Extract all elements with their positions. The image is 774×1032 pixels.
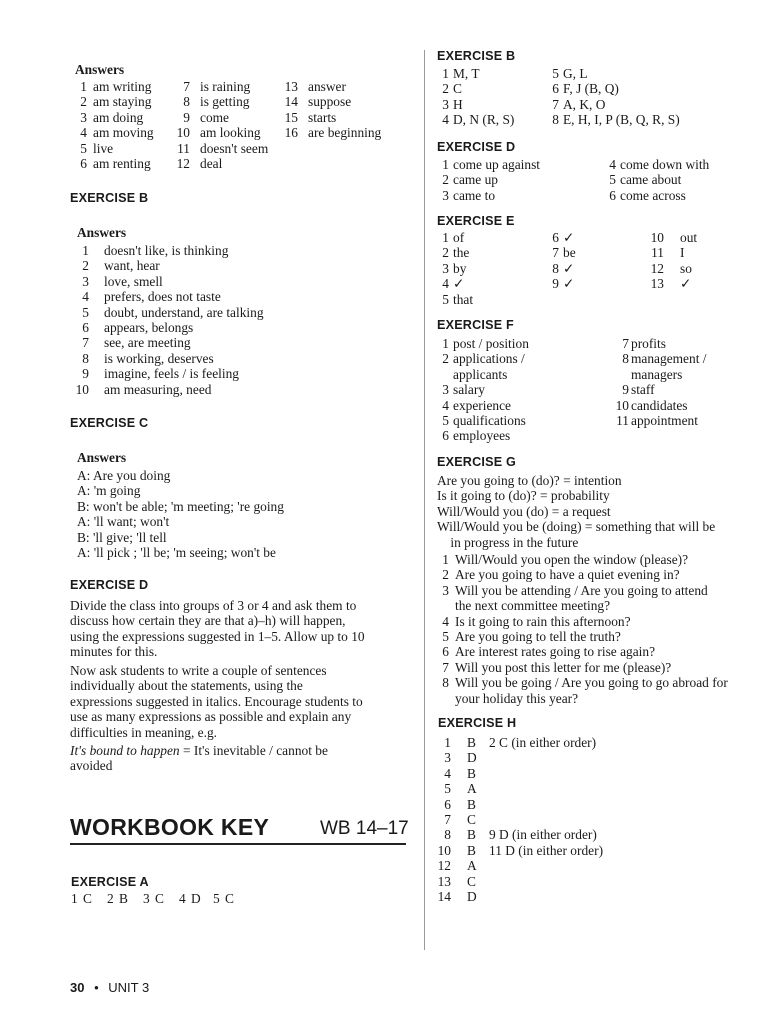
ex-d-paragraph-1 — [70, 598, 410, 660]
ex-d-para2-text: difficulties in meaning, e.g. — [70, 724, 218, 740]
r-ex-h-answer-row — [437, 827, 737, 842]
r-ex-h-answer-row — [437, 797, 737, 812]
r-ex-h-answer-number: 8 — [444, 827, 451, 843]
r-ex-h-answer-text: B — [467, 842, 476, 858]
ex-a-answer-number: 5 — [80, 140, 87, 156]
r-ex-h-answer-text: B — [467, 765, 476, 781]
r-ex-d-answer-text: came to — [453, 187, 496, 203]
ex-c-answer-line — [77, 530, 407, 545]
r-ex-f-answer-text: applications / — [453, 351, 525, 367]
r-ex-h-answer-extra: 11 D (in either order) — [489, 842, 604, 858]
ex-d-para2-text: expressions suggested in italics. Encourage students to — [70, 693, 363, 709]
r-ex-h-answer-row — [437, 874, 737, 889]
ex-a-answer-number: 4 — [80, 125, 87, 141]
ex-b-answer-text: doubt, understand, are talking — [104, 304, 264, 320]
workbook-key-title: WORKBOOK KEY — [70, 814, 270, 840]
ex-c-answer-text: A: Are you doing — [77, 468, 171, 483]
wb-ex-a-answer: 5 C — [213, 891, 235, 906]
footer-unit: UNIT 3 — [108, 980, 150, 995]
ex-c-answer-line — [77, 483, 407, 498]
r-ex-f-answer-number: 11 — [616, 412, 629, 428]
ex-b-answer-row — [75, 258, 405, 273]
ex-c-answer-text: B: won't be able; 'm meeting; 're going — [77, 498, 284, 514]
r-ex-h-answer-extra: 9 D (in either order) — [489, 827, 597, 843]
ex-c-answer-line — [77, 545, 407, 560]
ex-b-answer-number: 7 — [82, 335, 89, 351]
r-ex-h-answer-text: B — [467, 735, 476, 750]
ex-a-answer-text: are beginning — [308, 125, 382, 141]
r-ex-e-answer-number: 3 — [442, 260, 449, 276]
r-ex-h-answer-extra: 2 C (in either order) — [489, 735, 597, 750]
r-ex-b-answer-text: A, K, O — [563, 96, 606, 112]
ex-c-answer-line — [77, 514, 407, 529]
r-ex-g-item-row — [435, 644, 765, 659]
ex-c-answers-label: Answers — [77, 450, 127, 465]
r-ex-f-answer-text: managers — [631, 366, 683, 382]
r-ex-g-item-row — [435, 583, 765, 598]
r-ex-e-answer-text: of — [453, 230, 465, 245]
ex-d-example-rest: = It's inevitable / cannot be — [179, 743, 328, 758]
ex-b-answer-row — [75, 274, 405, 289]
r-ex-g-item-number: 5 — [442, 628, 449, 644]
ex-a-answer-text: come — [200, 109, 229, 125]
ex-a-answer-number: 12 — [176, 155, 190, 171]
r-ex-g-item-row — [435, 660, 765, 675]
r-ex-f-answer-text: management / — [631, 351, 707, 367]
r-ex-g-intro-text: Are you going to (do)? = intention — [437, 473, 622, 488]
ex-d-para2-text: use as many expressions as possible and explain any — [70, 709, 352, 725]
r-ex-d-answer-text: came about — [620, 172, 682, 188]
ex-a-answer-number: 6 — [80, 155, 87, 171]
r-ex-h-answer-text: C — [467, 873, 476, 889]
r-ex-g-intro-text: Will/Would you (do) = a request — [437, 503, 611, 519]
r-ex-d-answer-number: 1 — [442, 157, 449, 172]
r-ex-g-intro-text: Will/Would you be (doing) = something that will be — [437, 519, 716, 535]
r-ex-g-item-text: your holiday this year? — [455, 690, 579, 706]
r-ex-g-item-text: Is it going to rain this afternoon? — [455, 613, 631, 629]
ex-d-para2-text: Now ask students to write a couple of sentences — [70, 663, 327, 678]
r-ex-g-intro-line — [437, 473, 767, 488]
r-ex-e-answer-text: that — [453, 291, 474, 307]
wb-ex-a-answer: 4 D — [179, 891, 202, 906]
r-ex-g-item-number: 8 — [442, 675, 449, 691]
r-ex-e-answer-text: ✓ — [563, 230, 575, 245]
r-ex-g-intro-line — [437, 535, 767, 550]
ex-b-answer-row — [75, 351, 405, 366]
wb-ex-a-answer: 2 B — [107, 891, 129, 906]
r-ex-f-answer-text: candidates — [631, 397, 688, 413]
ex-a-answer-number: 1 — [80, 79, 87, 94]
r-ex-h-answer-row — [437, 735, 737, 750]
ex-a-answer-number: 8 — [183, 94, 190, 110]
r-ex-f-answer-number: 9 — [622, 382, 629, 398]
ex-c-heading: EXERCISE C — [70, 416, 149, 430]
ex-d-example-italic: It's bound to happen — [70, 743, 180, 758]
r-ex-d-heading: EXERCISE D — [437, 140, 516, 154]
r-ex-d-answer-text: come across — [620, 187, 686, 203]
r-ex-e-answer-text: out — [680, 230, 698, 245]
r-ex-g-item-number: 3 — [442, 582, 449, 598]
ex-b-answer-number: 9 — [82, 366, 89, 382]
r-ex-b-answer-text: C — [453, 81, 462, 97]
r-ex-d-answer-number: 5 — [609, 172, 616, 188]
page-number: 30 — [70, 980, 85, 995]
ex-a-answer-text: am moving — [93, 125, 154, 141]
r-ex-f-answer-text: experience — [453, 397, 511, 413]
r-ex-h-answer-text: D — [467, 750, 477, 766]
ex-d-example-line2: avoided — [70, 758, 113, 774]
ex-c-answer-text: A: 'm going — [77, 483, 141, 499]
r-ex-g-item-number: 2 — [442, 567, 449, 583]
r-ex-f-heading: EXERCISE F — [437, 318, 514, 332]
r-ex-h-answer-number: 3 — [444, 750, 451, 766]
ex-d-para1-line — [70, 598, 410, 613]
ex-d-para1-line — [70, 644, 410, 659]
r-ex-f-answer-number: 2 — [442, 351, 449, 367]
ex-a-answer-number: 11 — [177, 140, 190, 156]
r-ex-e-answer-text: ✓ — [680, 276, 692, 292]
r-ex-h-answer-number: 1 — [444, 735, 451, 750]
ex-b-answer-number: 3 — [82, 273, 89, 289]
ex-b-answer-text: is working, deserves — [104, 350, 214, 366]
r-ex-b-answer-text: H — [453, 96, 463, 112]
r-ex-e-answer-number: 5 — [442, 291, 449, 307]
ex-b-answer-number: 8 — [82, 350, 89, 366]
ex-d-para2-line — [70, 694, 410, 709]
ex-a-answer-text: am renting — [93, 155, 151, 171]
column-divider — [424, 50, 425, 950]
ex-b-answer-row — [75, 335, 405, 350]
ex-b-answer-row — [75, 382, 405, 397]
r-ex-h-answer-number: 14 — [437, 888, 451, 904]
r-ex-b-answer-number: 6 — [552, 81, 559, 97]
ex-b-answer-number: 1 — [82, 243, 89, 258]
ex-b-answer-text: appears, belongs — [104, 319, 194, 335]
ex-a-answer-number: 15 — [284, 109, 298, 125]
r-ex-g-item-number: 1 — [442, 552, 449, 567]
ex-b-answer-row — [75, 289, 405, 304]
ex-a-answer-text: doesn't seem — [200, 140, 269, 156]
r-ex-f-answer-number: 6 — [442, 428, 449, 444]
ex-d-para1-text: using the expressions suggested in 1–5. Allow up to 10 — [70, 628, 365, 644]
r-ex-h-answer-text: B — [467, 827, 476, 843]
ex-a-answer-number: 2 — [80, 94, 87, 110]
ex-a-answer-text: deal — [200, 155, 223, 171]
ex-b-answer-number: 2 — [82, 258, 89, 274]
r-ex-h-answer-number: 4 — [444, 765, 451, 781]
r-ex-e-answer-number: 12 — [650, 260, 664, 276]
r-ex-b-answer-number: 3 — [442, 96, 449, 112]
r-ex-b-answer-number: 5 — [552, 66, 559, 81]
r-ex-b-answer-text: F, J (B, Q) — [563, 81, 619, 97]
r-ex-e-answer-text: ✓ — [563, 276, 575, 292]
r-ex-d-answer-number: 4 — [609, 157, 616, 172]
r-ex-g-item-row — [435, 614, 765, 629]
r-ex-g-item-text: Are interest rates going to rise again? — [455, 644, 656, 660]
r-ex-e-answer-number: 6 — [552, 230, 559, 245]
r-ex-f-answer-text: staff — [631, 382, 655, 398]
r-ex-d-answer-text: come down with — [620, 157, 710, 172]
ex-a-answer-text: answer — [308, 79, 346, 94]
ex-a-answer-text: am doing — [93, 109, 144, 125]
ex-b-answer-row — [75, 243, 405, 258]
r-ex-g-items — [435, 552, 765, 706]
r-ex-b-answer-text: M, T — [453, 66, 480, 81]
ex-d-para1-text: minutes for this. — [70, 644, 158, 660]
r-ex-f-answer-number: 5 — [442, 412, 449, 428]
r-ex-e-answer-text: by — [453, 260, 467, 276]
ex-b-answer-number: 5 — [82, 304, 89, 320]
ex-c-answer-text: A: 'll pick ; 'll be; 'm seeing; won't be — [77, 544, 276, 560]
ex-c-answer-line — [77, 468, 407, 483]
ex-d-para2-line — [70, 725, 410, 740]
ex-b-answer-text: prefers, does not taste — [104, 289, 221, 305]
wb-ex-a-heading: EXERCISE A — [71, 875, 149, 889]
r-ex-e-answer-text: I — [680, 245, 685, 261]
r-ex-g-item-text: Will you be going / Are you going to go abroad for — [455, 675, 728, 691]
r-ex-g-item-row — [435, 567, 765, 582]
footer-bullet: • — [94, 980, 99, 995]
r-ex-h-answer-text: B — [467, 796, 476, 812]
r-ex-e-answer-text: ✓ — [453, 276, 465, 292]
r-ex-h-answer-row — [437, 858, 737, 873]
r-ex-f-answer-text: qualifications — [453, 412, 526, 428]
ex-d-para1-text: Divide the class into groups of 3 or 4 and ask them to — [70, 598, 357, 613]
ex-c-answer-text: A: 'll want; won't — [77, 514, 170, 530]
ex-d-para2-line — [70, 678, 410, 693]
r-ex-h-answer-number: 7 — [444, 811, 451, 827]
ex-d-para2-line — [70, 663, 410, 678]
ex-b-answer-list — [75, 243, 405, 397]
r-ex-g-item-text: Will you be attending / Are you going to attend — [455, 582, 708, 598]
ex-d-para1-text: discuss how certain they are that a)–h) will happen, — [70, 613, 346, 629]
r-ex-g-item-text: Will you post this letter for me (please)? — [455, 659, 672, 675]
r-ex-g-item-row — [435, 691, 765, 706]
r-ex-h-answer-row — [437, 843, 737, 858]
r-ex-g-intro-line — [437, 504, 767, 519]
r-ex-e-answer-text: ✓ — [563, 260, 575, 276]
ex-a-answer-text: am staying — [93, 94, 152, 110]
ex-b-answer-text: love, smell — [104, 273, 163, 289]
ex-a-answer-text: am looking — [200, 125, 261, 141]
r-ex-e-answer-number: 9 — [552, 276, 559, 292]
r-ex-f-answer-text: profits — [631, 336, 666, 351]
r-ex-h-answer-number: 5 — [444, 781, 451, 797]
r-ex-b-answer-number: 4 — [442, 112, 449, 128]
r-ex-h-answer-row — [437, 766, 737, 781]
r-ex-h-answer-number: 10 — [437, 842, 451, 858]
ex-d-example — [70, 743, 410, 774]
r-ex-g-intro-text: Is it going to (do)? = probability — [437, 488, 610, 504]
r-ex-b-answer-number: 8 — [552, 112, 559, 128]
workbook-rule — [70, 843, 406, 845]
r-ex-f-answer-number: 7 — [622, 336, 629, 351]
r-ex-e-answer-number: 4 — [442, 276, 449, 292]
r-ex-d-answer-number: 3 — [442, 187, 449, 203]
r-ex-b-answer-text: D, N (R, S) — [453, 112, 515, 128]
r-ex-e-answer-number: 13 — [650, 276, 664, 292]
ex-a-answer-number: 3 — [80, 109, 87, 125]
r-ex-h-answer-number: 6 — [444, 796, 451, 812]
r-ex-g-item-row — [435, 552, 765, 567]
r-ex-g-item-row — [435, 675, 765, 690]
r-ex-g-heading: EXERCISE G — [437, 455, 516, 469]
r-ex-h-answer-text: C — [467, 811, 476, 827]
r-ex-h-heading: EXERCISE H — [438, 716, 517, 730]
r-ex-g-item-text: the next committee meeting? — [455, 598, 611, 614]
r-ex-g-item-number: 4 — [442, 613, 449, 629]
r-ex-h-answer-row — [437, 889, 737, 904]
ex-b-answer-text: am measuring, need — [104, 381, 212, 397]
r-ex-e-answer-number: 7 — [552, 245, 559, 261]
r-ex-e-answer-number: 8 — [552, 260, 559, 276]
ex-d-para1-line — [70, 629, 410, 644]
r-ex-h-answer-number: 13 — [437, 873, 451, 889]
r-ex-e-answer-text: be — [563, 245, 576, 261]
r-ex-g-intro-line — [437, 519, 767, 534]
ex-a-answers-label: Answers — [75, 62, 125, 77]
ex-b-answer-number: 4 — [82, 289, 89, 305]
r-ex-h-answer-row — [437, 781, 737, 796]
r-ex-e-answer-number: 11 — [651, 245, 664, 261]
ex-a-answer-number: 7 — [183, 79, 190, 94]
ex-a-answer-text: is getting — [200, 94, 250, 110]
wb-ex-a-answer: 3 C — [143, 891, 165, 906]
ex-a-answer-number: 10 — [176, 125, 190, 141]
ex-d-para1-line — [70, 613, 410, 628]
ex-a-answer-text: is raining — [200, 79, 251, 94]
r-ex-f-answer-text: salary — [453, 382, 485, 398]
r-ex-f-answer-text: appointment — [631, 412, 698, 428]
r-ex-f-answer-text: post / position — [453, 336, 529, 351]
ex-b-answer-row — [75, 320, 405, 335]
r-ex-g-item-row — [435, 598, 765, 613]
ex-a-answer-number: 13 — [284, 79, 298, 94]
ex-b-answer-text: imagine, feels / is feeling — [104, 366, 239, 382]
r-ex-e-answer-number: 2 — [442, 245, 449, 261]
ex-a-answer-text: am writing — [93, 79, 152, 94]
r-ex-b-answer-text: G, L — [563, 66, 588, 81]
ex-a-answer-number: 16 — [284, 125, 298, 141]
r-ex-g-item-number: 6 — [442, 644, 449, 660]
r-ex-h-answer-text: A — [467, 781, 477, 797]
ex-b-answer-text: want, hear — [104, 258, 160, 274]
ex-d-para2-line — [70, 709, 410, 724]
r-ex-g-item-text: Are you going to have a quiet evening in? — [455, 567, 680, 583]
ex-b-answer-text: see, are meeting — [104, 335, 191, 351]
r-ex-f-answer-text: employees — [453, 428, 511, 444]
r-ex-f-answer-number: 3 — [442, 382, 449, 398]
r-ex-d-answer-text: came up — [453, 172, 498, 188]
ex-b-answers-label: Answers — [77, 225, 127, 240]
r-ex-h-answer-row — [437, 812, 737, 827]
r-ex-d-answer-text: come up against — [453, 157, 541, 172]
wb-ex-a-answer: 1 C — [71, 891, 93, 906]
r-ex-g-item-row — [435, 629, 765, 644]
ex-d-paragraph-2 — [70, 663, 410, 740]
ex-c-answer-line — [77, 499, 407, 514]
r-ex-d-answer-number: 2 — [442, 172, 449, 188]
page-footer — [70, 980, 149, 995]
r-ex-g-intro-line — [437, 488, 767, 503]
r-ex-g-item-text: Will/Would you open the window (please)? — [455, 552, 689, 567]
r-ex-b-answer-number: 2 — [442, 81, 449, 97]
r-ex-b-answer-text: E, H, I, P (B, Q, R, S) — [563, 112, 680, 128]
ex-a-answer-text: suppose — [308, 94, 352, 110]
ex-d-heading: EXERCISE D — [70, 578, 149, 592]
r-ex-f-answer-number: 10 — [615, 397, 629, 413]
r-ex-b-answer-number: 1 — [442, 66, 449, 81]
wb-ex-a-answers — [71, 891, 331, 907]
r-ex-f-answer-number: 8 — [622, 351, 629, 367]
r-ex-g-intro — [437, 473, 767, 550]
r-ex-f-answer-number: 1 — [442, 336, 449, 351]
ex-b-answer-row — [75, 366, 405, 381]
r-ex-g-intro-text: in progress in the future — [437, 534, 579, 550]
r-ex-g-item-text: Are you going to tell the truth? — [455, 628, 621, 644]
ex-d-para2-text: individually about the statements, using the — [70, 678, 303, 694]
r-ex-e-answer-text: so — [680, 260, 692, 276]
r-ex-b-heading: EXERCISE B — [437, 49, 516, 63]
ex-b-answer-number: 6 — [82, 319, 89, 335]
r-ex-h-answer-text: A — [467, 858, 477, 874]
r-ex-d-answer-number: 6 — [609, 187, 616, 203]
ex-a-answer-number: 14 — [284, 94, 298, 110]
ex-c-answer-text: B: 'll give; 'll tell — [77, 529, 167, 545]
r-ex-h-answers — [437, 735, 737, 904]
r-ex-e-answer-number: 1 — [442, 230, 449, 245]
r-ex-h-answer-text: D — [467, 888, 477, 904]
r-ex-h-answer-number: 12 — [437, 858, 451, 874]
ex-b-answer-text: doesn't like, is thinking — [104, 243, 229, 258]
ex-b-answer-number: 10 — [75, 381, 89, 397]
r-ex-e-heading: EXERCISE E — [437, 214, 515, 228]
workbook-ref: WB 14–17 — [320, 818, 409, 839]
r-ex-b-answer-number: 7 — [552, 96, 559, 112]
ex-b-heading: EXERCISE B — [70, 191, 149, 205]
r-ex-e-answer-number: 10 — [650, 230, 664, 245]
ex-a-answer-text: live — [93, 140, 114, 156]
ex-c-dialogue-answers — [77, 468, 407, 560]
r-ex-g-item-number: 7 — [442, 659, 449, 675]
r-ex-e-answer-text: the — [453, 245, 470, 261]
ex-b-answer-row — [75, 305, 405, 320]
r-ex-f-answer-number: 4 — [442, 397, 449, 413]
ex-a-answer-number: 9 — [183, 109, 190, 125]
r-ex-f-answer-text: applicants — [453, 366, 508, 382]
ex-a-answer-text: starts — [308, 109, 337, 125]
r-ex-h-answer-row — [437, 750, 737, 765]
